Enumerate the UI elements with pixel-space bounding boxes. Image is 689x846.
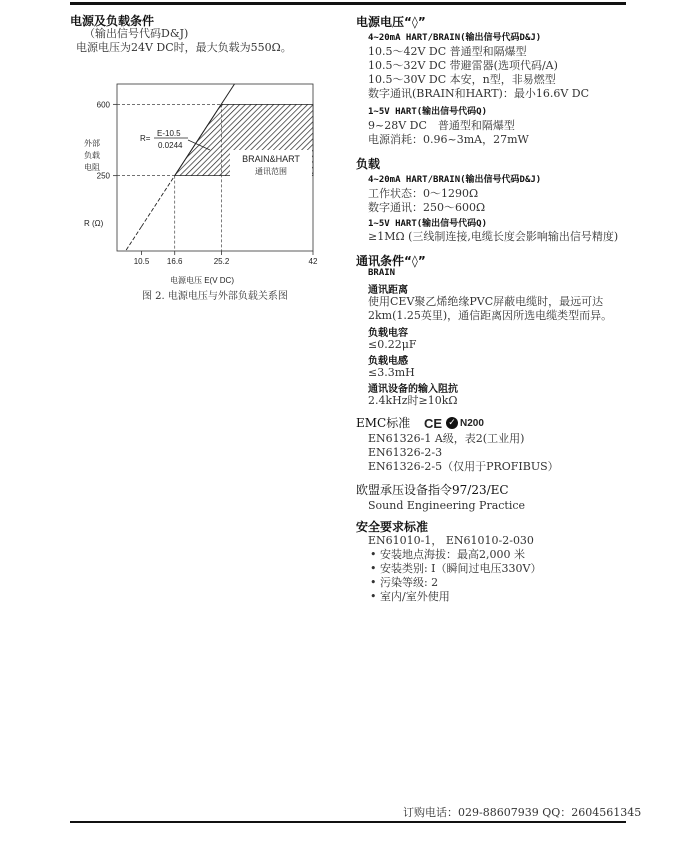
load-title: 负载 bbox=[356, 157, 381, 171]
footer-contact: 订购电话：029-88607939 QQ：2604561345 bbox=[403, 806, 642, 819]
x-axis-label: 电源电压 E(V DC) bbox=[170, 276, 234, 285]
safety-bullet-1: • 安装地点海拔：最高2,000 米 bbox=[370, 548, 525, 561]
y-label-line-3: 电阻 bbox=[84, 163, 100, 172]
emc-title: EMC标准 bbox=[356, 416, 411, 430]
ce-mark-logo: CE bbox=[424, 416, 443, 431]
formula-numerator: E-10.5 bbox=[157, 129, 181, 138]
comm-title: 通讯条件“◊” bbox=[356, 254, 426, 268]
load-line-2: 数字通讯：250～600Ω bbox=[368, 201, 486, 214]
figure-caption: 图 2. 电源电压与外部负载关系图 bbox=[142, 291, 288, 302]
supply-sub-hart-brain: 4~20mA HART/BRAIN(输出信号代码D&J) bbox=[368, 33, 542, 43]
emc-line-1: EN61326-1 A级，表2(工业用) bbox=[368, 432, 525, 445]
comm-inductance-title: 负载电感 bbox=[368, 356, 408, 367]
load-line-1: 工作状态：0～1290Ω bbox=[368, 187, 479, 200]
ped-line: Sound Engineering Practice bbox=[368, 499, 526, 512]
supply-line-2: 10.5～32V DC 带避雷器(选项代码/A) bbox=[368, 59, 558, 72]
safety-bullet-4: • 室内/室外使用 bbox=[370, 590, 450, 603]
ped-title: 欧盟承压设备指令97/23/EC bbox=[356, 483, 509, 497]
y-label-line-1: 外部 bbox=[84, 139, 100, 148]
y-unit-label: R (Ω) bbox=[84, 219, 104, 228]
safety-bullet-3: • 污染等级: 2 bbox=[370, 576, 439, 589]
region-label-cn: 通讯范围 bbox=[255, 167, 287, 176]
load-sub-1-5v: 1~5V HART(输出信号代码Q) bbox=[368, 219, 488, 229]
safety-title: 安全要求标准 bbox=[356, 520, 429, 534]
y-tick-label-1: 250 bbox=[96, 171, 110, 181]
load-line-3: ≥1MΩ (三线制连接,电缆长度会影响输出信号精度) bbox=[368, 230, 619, 243]
formula-prefix: R= bbox=[140, 134, 151, 143]
x-tick-label-1: 16.6 bbox=[166, 257, 183, 266]
safety-bullet-2: • 安装类别: I（瞬间过电压330V） bbox=[370, 562, 542, 575]
emc-line-2: EN61326-2-3 bbox=[368, 446, 443, 459]
bottom-rule bbox=[70, 821, 626, 823]
y-label-line-2: 负载 bbox=[84, 151, 100, 160]
comm-distance-title: 通讯距离 bbox=[368, 285, 408, 296]
supply-line-1: 10.5～42V DC 普通型和隔爆型 bbox=[368, 45, 527, 58]
comm-capacitance-value: ≤0.22μF bbox=[368, 338, 417, 351]
region-label-en: BRAIN&HART bbox=[242, 154, 300, 164]
max-load-note: 电源电压为24V DC时，最大负载为550Ω。 bbox=[76, 41, 292, 54]
comm-impedance-title: 通讯设备的输入阻抗 bbox=[368, 384, 458, 395]
safety-line: EN61010-1， EN61010-2-030 bbox=[368, 534, 534, 547]
supply-line-3: 10.5～30V DC 本安，n型，非易燃型 bbox=[368, 73, 556, 86]
supply-line-5: 9~28V DC 普通型和隔爆型 bbox=[368, 119, 515, 132]
power-load-title: 电源及负载条件 bbox=[70, 14, 155, 28]
y-tick-label-0: 600 bbox=[96, 100, 110, 110]
x-tick-label-3: 42 bbox=[308, 257, 318, 266]
supply-voltage-title: 电源电压“◊” bbox=[356, 15, 426, 29]
comm-distance-line-2: 2km(1.25英里)，通信距离因所选电缆类型而异。 bbox=[368, 309, 613, 322]
supply-load-chart bbox=[70, 70, 340, 285]
n200-mark: N200 bbox=[460, 418, 484, 429]
output-code-note: （输出信号代码D&J) bbox=[84, 27, 189, 40]
supply-line-6: 电源消耗：0.96~3mA，27mW bbox=[368, 133, 529, 146]
formula-denominator: 0.0244 bbox=[158, 141, 183, 150]
top-rule bbox=[70, 2, 626, 5]
x-tick-label-0: 10.5 bbox=[133, 257, 150, 266]
x-tick-label-2: 25.2 bbox=[213, 257, 230, 266]
supply-line-4: 数字通讯(BRAIN和HART)：最小16.6V DC bbox=[368, 87, 589, 100]
load-sub-hart-brain: 4~20mA HART/BRAIN(输出信号代码D&J) bbox=[368, 175, 542, 185]
comm-impedance-value: 2.4kHz时≥10kΩ bbox=[368, 394, 458, 407]
comm-sub-brain: BRAIN bbox=[368, 268, 396, 278]
comm-inductance-value: ≤3.3mH bbox=[368, 366, 415, 379]
c-tick-icon: ✓ bbox=[446, 417, 458, 429]
comm-distance-line-1: 使用CEV聚乙烯绝缘PVC屏蔽电缆时，最远可达 bbox=[368, 295, 604, 308]
emc-line-3: EN61326-2-5（仅用于PROFIBUS） bbox=[368, 460, 559, 473]
supply-sub-1-5v: 1~5V HART(输出信号代码Q) bbox=[368, 107, 488, 117]
comm-capacitance-title: 负载电容 bbox=[368, 328, 408, 339]
